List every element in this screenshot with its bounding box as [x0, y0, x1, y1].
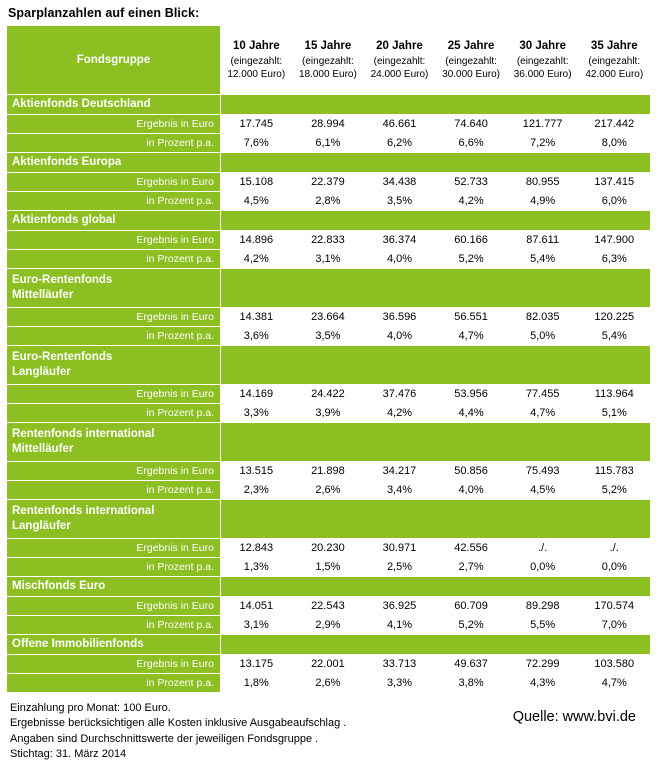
cell-percent: 3,5% — [292, 326, 364, 345]
cell-result: 22.379 — [292, 172, 364, 191]
cell-result: 217.442 — [578, 114, 650, 133]
column-header-years: 35 Jahre — [590, 39, 638, 52]
table-row — [7, 615, 651, 634]
group-label: Aktienfonds global — [7, 210, 221, 230]
cell-percent: 3,1% — [292, 249, 364, 268]
cell-result: 14.896 — [221, 230, 293, 249]
table-row — [7, 307, 651, 326]
cell-result: 21.898 — [292, 461, 364, 480]
cell-result: 53.956 — [435, 384, 507, 403]
row-label-percent: in Prozent p.a. — [7, 249, 221, 268]
group-label-line2: Mittelläufer — [12, 288, 74, 301]
column-header-sub1: (eingezahlt: — [373, 56, 426, 68]
cell-result: 34.217 — [364, 461, 436, 480]
row-label-result: Ergebnis in Euro — [7, 596, 221, 615]
column-header-years: 20 Jahre — [376, 39, 423, 52]
table-row — [7, 654, 651, 673]
cell-percent: 4,7% — [435, 326, 507, 345]
group-label-line2: Mittelläufer — [12, 442, 74, 455]
cell-percent: 4,5% — [507, 480, 579, 499]
group-name-row — [7, 268, 651, 307]
row-label-percent: in Prozent p.a. — [7, 480, 221, 499]
column-header-sub1: (eingezahlt: — [588, 56, 641, 68]
group-name-row — [7, 499, 651, 538]
group-label — [7, 345, 221, 384]
cell-result: 147.900 — [578, 230, 650, 249]
cell-result: 24.422 — [292, 384, 364, 403]
group-fill — [221, 634, 651, 654]
group-label-line2: Langläufer — [12, 519, 71, 532]
table-row — [7, 596, 651, 615]
cell-percent: 3,8% — [435, 673, 507, 692]
cell-result: 42.556 — [435, 538, 507, 557]
table-row — [7, 133, 651, 152]
cell-percent: 1,3% — [221, 557, 293, 576]
cell-percent: 4,7% — [578, 673, 650, 692]
footnote-line: Angaben sind Durchschnittswerte der jeweiligen Fondsgruppe . — [10, 732, 319, 745]
cell-result: 72.299 — [507, 654, 579, 673]
cell-result: 89.298 — [507, 596, 579, 615]
group-label-line2: Langläufer — [12, 365, 71, 378]
group-label-line1: Euro-Rentenfonds — [12, 273, 113, 286]
cell-percent: 5,5% — [507, 615, 579, 634]
page-title: Sparplanzahlen auf einen Blick: — [8, 6, 200, 20]
column-header-years: 15 Jahre — [304, 39, 352, 52]
cell-result: 52.733 — [435, 172, 507, 191]
table-row — [7, 191, 651, 210]
cell-percent: 5,2% — [435, 249, 507, 268]
table-row — [7, 673, 651, 692]
group-name-row — [7, 422, 651, 461]
column-header-sub2: 42.000 Euro) — [585, 68, 644, 80]
cell-percent: 4,2% — [435, 191, 507, 210]
cell-percent: 7,2% — [507, 133, 579, 152]
group-label-line1: Euro-Rentenfonds — [12, 350, 113, 363]
table-header-row — [7, 26, 651, 95]
cell-percent: 4,7% — [507, 403, 579, 422]
row-label-percent: in Prozent p.a. — [7, 615, 221, 634]
cell-percent: 5,0% — [507, 326, 579, 345]
cell-result: 80.955 — [507, 172, 579, 191]
row-label-result: Ergebnis in Euro — [7, 230, 221, 249]
cell-result: 20.230 — [292, 538, 364, 557]
group-label-line1: Rentenfonds international — [12, 427, 155, 440]
footnote-line: Ergebnisse berücksichtigen alle Kosten inklusive Ausgabeaufschlag . — [10, 717, 347, 730]
cell-percent: 5,2% — [435, 615, 507, 634]
cell-result: 103.580 — [578, 654, 650, 673]
cell-result: 56.551 — [435, 307, 507, 326]
cell-percent: 2,5% — [364, 557, 436, 576]
cell-result: 60.166 — [435, 230, 507, 249]
column-header-years: 30 Jahre — [519, 39, 567, 52]
group-label: Aktienfonds Europa — [7, 152, 221, 172]
cell-result: 75.493 — [507, 461, 579, 480]
cell-result: 87.611 — [507, 230, 579, 249]
cell-result: 17.745 — [221, 114, 293, 133]
cell-percent: 4,1% — [364, 615, 436, 634]
row-label-result: Ergebnis in Euro — [7, 307, 221, 326]
cell-result: 113.964 — [578, 384, 650, 403]
table-row — [7, 403, 651, 422]
cell-percent: 3,3% — [364, 673, 436, 692]
group-name-row — [7, 634, 651, 654]
cell-percent: 4,4% — [435, 403, 507, 422]
cell-result: 170.574 — [578, 596, 650, 615]
cell-result: 49.637 — [435, 654, 507, 673]
group-label — [7, 422, 221, 461]
cell-percent: 0,0% — [507, 557, 579, 576]
group-label: Aktienfonds Deutschland — [7, 95, 221, 115]
group-fill — [221, 152, 651, 172]
cell-result: 120.225 — [578, 307, 650, 326]
cell-percent: 5,2% — [578, 480, 650, 499]
row-label-percent: in Prozent p.a. — [7, 191, 221, 210]
cell-percent: 6,3% — [578, 249, 650, 268]
cell-result: 28.994 — [292, 114, 364, 133]
source-attribution: Quelle: www.bvi.de — [512, 708, 636, 725]
cell-percent: 4,0% — [435, 480, 507, 499]
cell-percent: 1,5% — [292, 557, 364, 576]
column-header-sub1: (eingezahlt: — [445, 56, 497, 68]
group-fill — [221, 95, 651, 115]
cell-result: 37.476 — [364, 384, 436, 403]
cell-result: 121.777 — [507, 114, 579, 133]
cell-percent: 3,1% — [221, 615, 293, 634]
cell-result: 36.596 — [364, 307, 436, 326]
row-label-percent: in Prozent p.a. — [7, 673, 221, 692]
cell-result: 30.971 — [364, 538, 436, 557]
cell-percent: 2,6% — [292, 480, 364, 499]
group-label — [7, 499, 221, 538]
cell-percent: 3,9% — [292, 403, 364, 422]
column-header-sub2: 30.000 Euro) — [442, 68, 500, 80]
group-label-line1: Rentenfonds international — [12, 504, 155, 517]
group-label: Mischfonds Euro — [7, 576, 221, 596]
table-row — [7, 249, 651, 268]
cell-result: 33.713 — [364, 654, 436, 673]
row-label-result: Ergebnis in Euro — [7, 461, 221, 480]
cell-result: 13.175 — [221, 654, 293, 673]
cell-percent: 8,0% — [578, 133, 650, 152]
cell-result: 60.709 — [435, 596, 507, 615]
group-fill — [221, 422, 651, 461]
cell-result: 36.925 — [364, 596, 436, 615]
table-row — [7, 326, 651, 345]
row-label-percent: in Prozent p.a. — [7, 133, 221, 152]
cell-percent: 5,4% — [507, 249, 579, 268]
cell-percent: 2,9% — [292, 615, 364, 634]
cell-result: 22.833 — [292, 230, 364, 249]
cell-result: 74.640 — [435, 114, 507, 133]
cell-result: 50.856 — [435, 461, 507, 480]
cell-result: ./. — [507, 538, 579, 557]
row-label-percent: in Prozent p.a. — [7, 403, 221, 422]
column-header-30-jahre — [507, 26, 579, 95]
cell-percent: 4,9% — [507, 191, 579, 210]
cell-percent: 4,5% — [221, 191, 293, 210]
table-row — [7, 230, 651, 249]
column-header-group: Fondsgruppe — [7, 26, 221, 95]
column-header-years: 25 Jahre — [447, 39, 495, 52]
cell-result: 14.169 — [221, 384, 293, 403]
table-row — [7, 538, 651, 557]
cell-percent: 0,0% — [578, 557, 650, 576]
column-header-15-jahre — [292, 26, 364, 95]
cell-result: 77.455 — [507, 384, 579, 403]
cell-result: 14.381 — [221, 307, 293, 326]
row-label-result: Ergebnis in Euro — [7, 384, 221, 403]
cell-percent: 4,2% — [364, 403, 436, 422]
column-header-35-jahre — [578, 26, 650, 95]
cell-percent: 4,2% — [221, 249, 293, 268]
table-row — [7, 557, 651, 576]
table-row — [7, 384, 651, 403]
cell-result: 82.035 — [507, 307, 579, 326]
row-label-percent: in Prozent p.a. — [7, 326, 221, 345]
cell-percent: 4,0% — [364, 326, 436, 345]
row-label-result: Ergebnis in Euro — [7, 172, 221, 191]
group-fill — [221, 345, 651, 384]
column-header-sub2: 36.000 Euro) — [513, 68, 572, 80]
column-header-sub1: (eingezahlt: — [230, 56, 283, 68]
group-name-row — [7, 152, 651, 172]
column-header-25-jahre — [435, 26, 507, 95]
column-header-years: 10 Jahre — [232, 39, 280, 52]
cell-percent: 3,3% — [221, 403, 293, 422]
table-row — [7, 172, 651, 191]
group-label: Offene Immobilienfonds — [7, 634, 221, 654]
row-label-result: Ergebnis in Euro — [7, 114, 221, 133]
column-header-sub1: (eingezahlt: — [302, 56, 354, 68]
cell-percent: 4,0% — [364, 249, 436, 268]
cell-percent: 3,4% — [364, 480, 436, 499]
cell-percent: 4,3% — [507, 673, 579, 692]
cell-percent: 2,3% — [221, 480, 293, 499]
cell-percent: 2,8% — [292, 191, 364, 210]
group-fill — [221, 210, 651, 230]
table-row — [7, 114, 651, 133]
cell-percent: 5,1% — [578, 403, 650, 422]
cell-percent: 2,6% — [292, 673, 364, 692]
cell-percent: 2,7% — [435, 557, 507, 576]
group-name-row — [7, 210, 651, 230]
cell-percent: 3,6% — [221, 326, 293, 345]
cell-result: 46.661 — [364, 114, 436, 133]
column-header-10-jahre — [221, 26, 293, 95]
cell-percent: 7,0% — [578, 615, 650, 634]
group-name-row — [7, 95, 651, 115]
cell-result: 36.374 — [364, 230, 436, 249]
cell-result: 14.051 — [221, 596, 293, 615]
table-body — [7, 26, 651, 693]
cell-result: 13.515 — [221, 461, 293, 480]
group-fill — [221, 499, 651, 538]
cell-result: 115.783 — [578, 461, 650, 480]
footnote-line: Stichtag: 31. März 2014 — [10, 748, 127, 761]
footnotes — [6, 701, 650, 771]
column-header-20-jahre — [364, 26, 436, 95]
column-header-sub2: 18.000 Euro) — [298, 68, 357, 80]
table-row — [7, 480, 651, 499]
cell-percent: 6,0% — [578, 191, 650, 210]
row-label-percent: in Prozent p.a. — [7, 557, 221, 576]
group-label — [7, 268, 221, 307]
cell-percent: 3,5% — [364, 191, 436, 210]
cell-percent: 7,6% — [221, 133, 293, 152]
sparplan-table — [6, 25, 651, 693]
footnote-line: Einzahlung pro Monat: 100 Euro. — [10, 701, 171, 714]
row-label-result: Ergebnis in Euro — [7, 538, 221, 557]
cell-result: 34.438 — [364, 172, 436, 191]
cell-result: 137.415 — [578, 172, 650, 191]
group-name-row — [7, 345, 651, 384]
cell-result: 15.108 — [221, 172, 293, 191]
cell-result: 12.843 — [221, 538, 293, 557]
cell-percent: 5,4% — [578, 326, 650, 345]
cell-percent: 6,2% — [364, 133, 436, 152]
cell-result: 23.664 — [292, 307, 364, 326]
cell-result: ./. — [578, 538, 650, 557]
cell-result: 22.001 — [292, 654, 364, 673]
column-header-sub2: 12.000 Euro) — [227, 68, 286, 80]
group-name-row — [7, 576, 651, 596]
cell-percent: 6,6% — [435, 133, 507, 152]
column-header-sub2: 24.000 Euro) — [370, 68, 429, 80]
cell-percent: 1,8% — [221, 673, 293, 692]
column-header-sub1: (eingezahlt: — [516, 56, 569, 68]
cell-result: 22.543 — [292, 596, 364, 615]
group-fill — [221, 576, 651, 596]
cell-percent: 6,1% — [292, 133, 364, 152]
row-label-result: Ergebnis in Euro — [7, 654, 221, 673]
group-fill — [221, 268, 651, 307]
table-row — [7, 461, 651, 480]
